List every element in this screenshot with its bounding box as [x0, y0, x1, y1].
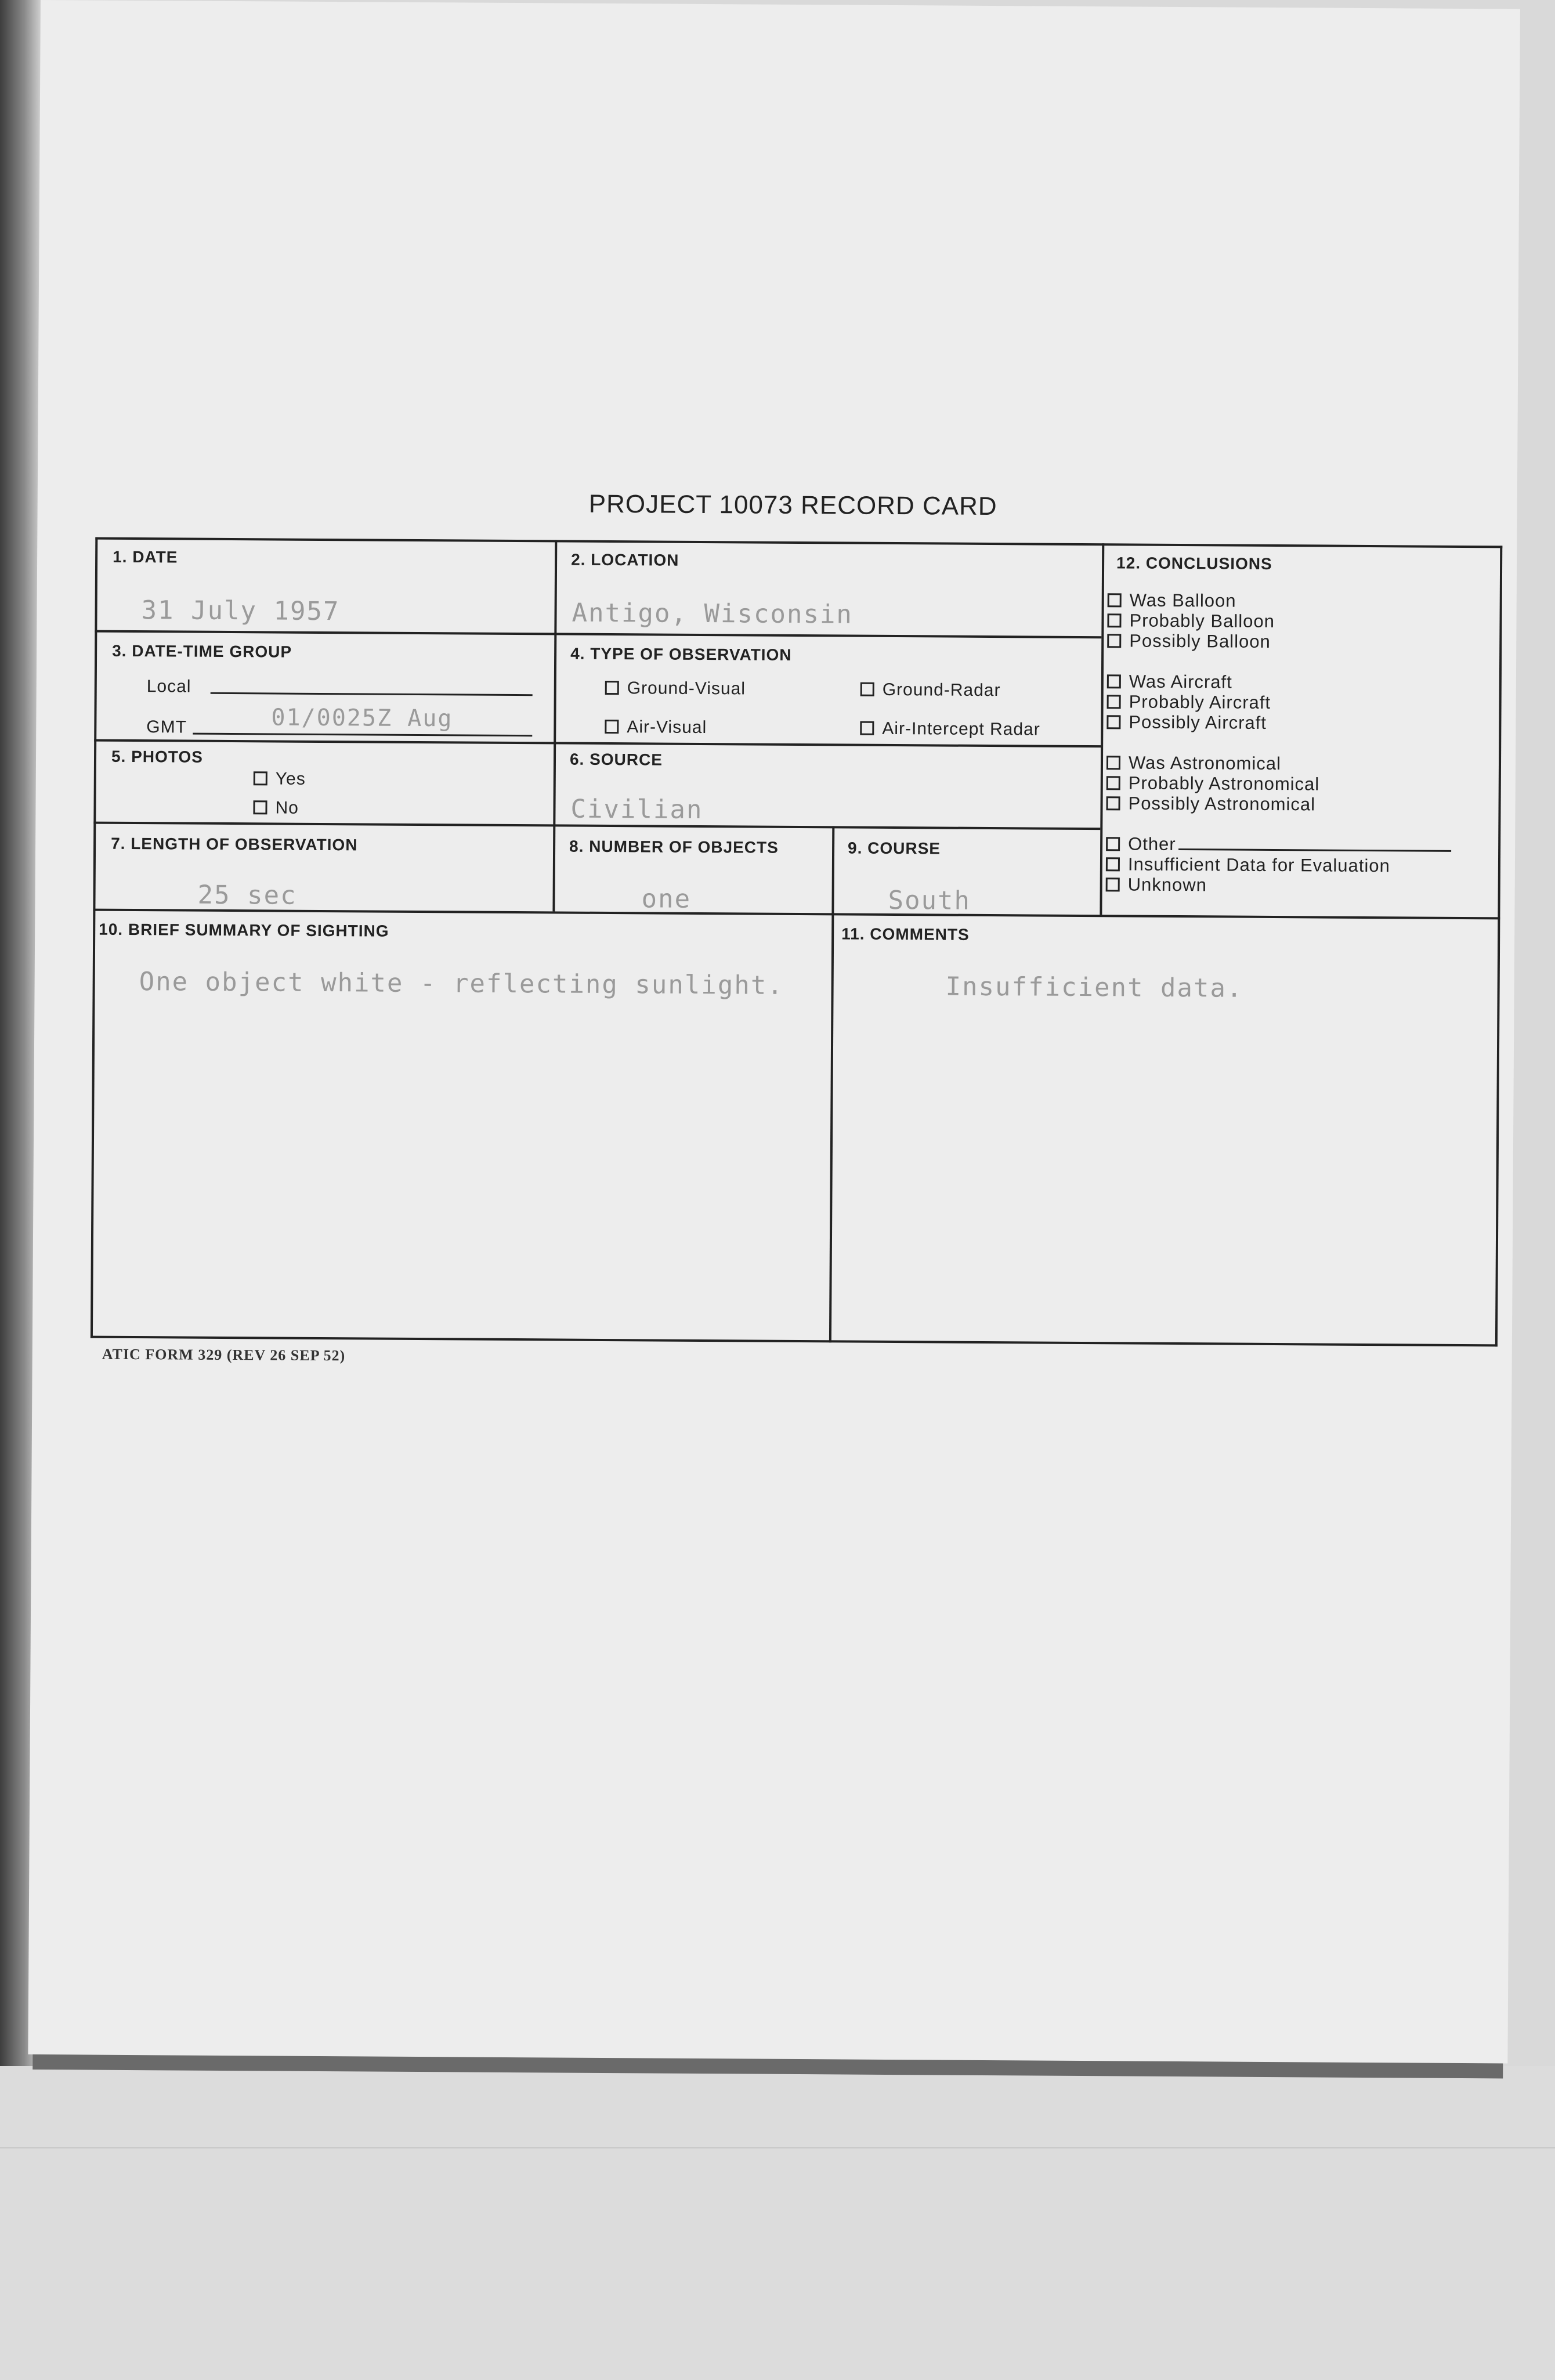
source-label: 6. SOURCE [569, 750, 663, 769]
border-top [95, 537, 1502, 548]
obs-option-air-intercept-radar[interactable]: Air-Intercept Radar [860, 719, 1040, 740]
obs-option-ground-visual[interactable]: Ground-Visual [605, 678, 746, 699]
comments-value: Insufficient data. [945, 971, 1243, 1003]
divider-col-conclusions [1100, 543, 1104, 915]
conclusion-possibly-aircraft[interactable]: Possibly Aircraft [1106, 712, 1501, 734]
background-surface [0, 2066, 1555, 2380]
gmt-label: GMT [146, 717, 187, 737]
checkbox-icon [1108, 593, 1122, 607]
obs-option-ground-radar[interactable]: Ground-Radar [860, 680, 1001, 700]
summary-value: One object white - reflecting sunlight. [139, 967, 784, 1001]
conclusions-list [1106, 590, 1502, 897]
date-time-group-label: 3. DATE-TIME GROUP [112, 641, 292, 661]
checkbox-icon [860, 682, 874, 696]
length-label: 7. LENGTH OF OBSERVATION [111, 834, 358, 854]
number-of-objects-value: one [641, 884, 692, 914]
conclusion-possibly-balloon[interactable]: Possibly Balloon [1107, 630, 1502, 653]
gmt-value: 01/0025Z Aug [271, 704, 453, 732]
course-value: South [888, 885, 971, 916]
checkbox-icon [1107, 634, 1121, 648]
conclusion-possibly-astronomical[interactable]: Possibly Astronomical [1106, 793, 1500, 815]
gmt-line [193, 733, 532, 737]
checkbox-icon [1106, 756, 1120, 770]
record-card [91, 537, 1502, 1347]
conclusion-probably-aircraft[interactable]: Probably Aircraft [1107, 691, 1502, 714]
checkbox-icon [1107, 695, 1121, 709]
type-of-observation-label: 4. TYPE OF OBSERVATION [570, 644, 792, 664]
paper-sheet [28, 0, 1520, 2064]
checkbox-icon [254, 771, 267, 785]
conclusion-other[interactable]: Other [1106, 833, 1500, 856]
photos-label: 5. PHOTOS [111, 747, 203, 766]
checkbox-icon [253, 800, 267, 814]
date-value: 31 July 1957 [141, 595, 340, 627]
local-line [211, 692, 533, 696]
divider-row-1 [95, 630, 1101, 639]
checkbox-icon [1106, 877, 1120, 891]
checkbox-icon [860, 721, 874, 735]
background-line [0, 2147, 1555, 2148]
divider-row-4 [93, 909, 1500, 920]
photos-option-no[interactable]: No [253, 798, 299, 818]
summary-label: 10. BRIEF SUMMARY OF SIGHTING [99, 920, 389, 940]
length-value: 25 sec [197, 880, 297, 911]
conclusion-was-astronomical[interactable]: Was Astronomical [1106, 752, 1501, 775]
source-value: Civilian [570, 794, 703, 825]
border-left [91, 537, 97, 1338]
checkbox-icon [605, 681, 619, 695]
number-of-objects-label: 8. NUMBER OF OBJECTS [569, 837, 779, 857]
divider-col-1 [552, 540, 557, 911]
divider-col-summary [829, 826, 834, 1342]
location-value: Antigo, Wisconsin [572, 598, 854, 630]
checkbox-icon [1107, 674, 1121, 688]
conclusions-label: 12. CONCLUSIONS [1116, 554, 1272, 573]
checkbox-icon [1106, 776, 1120, 790]
date-label: 1. DATE [113, 547, 178, 566]
checkbox-icon [605, 720, 619, 734]
conclusion-unknown[interactable]: Unknown [1106, 874, 1500, 897]
location-label: 2. LOCATION [571, 550, 679, 569]
conclusion-insufficient-data[interactable]: Insufficient Data for Evaluation [1106, 854, 1500, 876]
divider-row-2 [94, 739, 1101, 748]
card-title: PROJECT 10073 RECORD CARD [588, 489, 997, 521]
checkbox-icon [1107, 613, 1121, 627]
checkbox-icon [1106, 857, 1120, 871]
course-label: 9. COURSE [848, 839, 941, 858]
checkbox-icon [1106, 796, 1120, 810]
local-label: Local [146, 677, 191, 696]
comments-label: 11. COMMENTS [841, 924, 970, 944]
obs-option-air-visual[interactable]: Air-Visual [605, 717, 707, 738]
photos-option-yes[interactable]: Yes [254, 769, 306, 789]
form-identifier: ATIC FORM 329 (REV 26 SEP 52) [102, 1345, 346, 1364]
checkbox-icon [1106, 715, 1120, 729]
conclusion-probably-balloon[interactable]: Probably Balloon [1107, 610, 1502, 633]
border-bottom [91, 1336, 1498, 1347]
conclusion-was-aircraft[interactable]: Was Aircraft [1107, 671, 1502, 694]
checkbox-icon [1106, 837, 1120, 851]
conclusion-probably-astronomical[interactable]: Probably Astronomical [1106, 772, 1501, 795]
other-line [1178, 848, 1451, 852]
conclusion-was-balloon[interactable]: Was Balloon [1108, 590, 1502, 612]
